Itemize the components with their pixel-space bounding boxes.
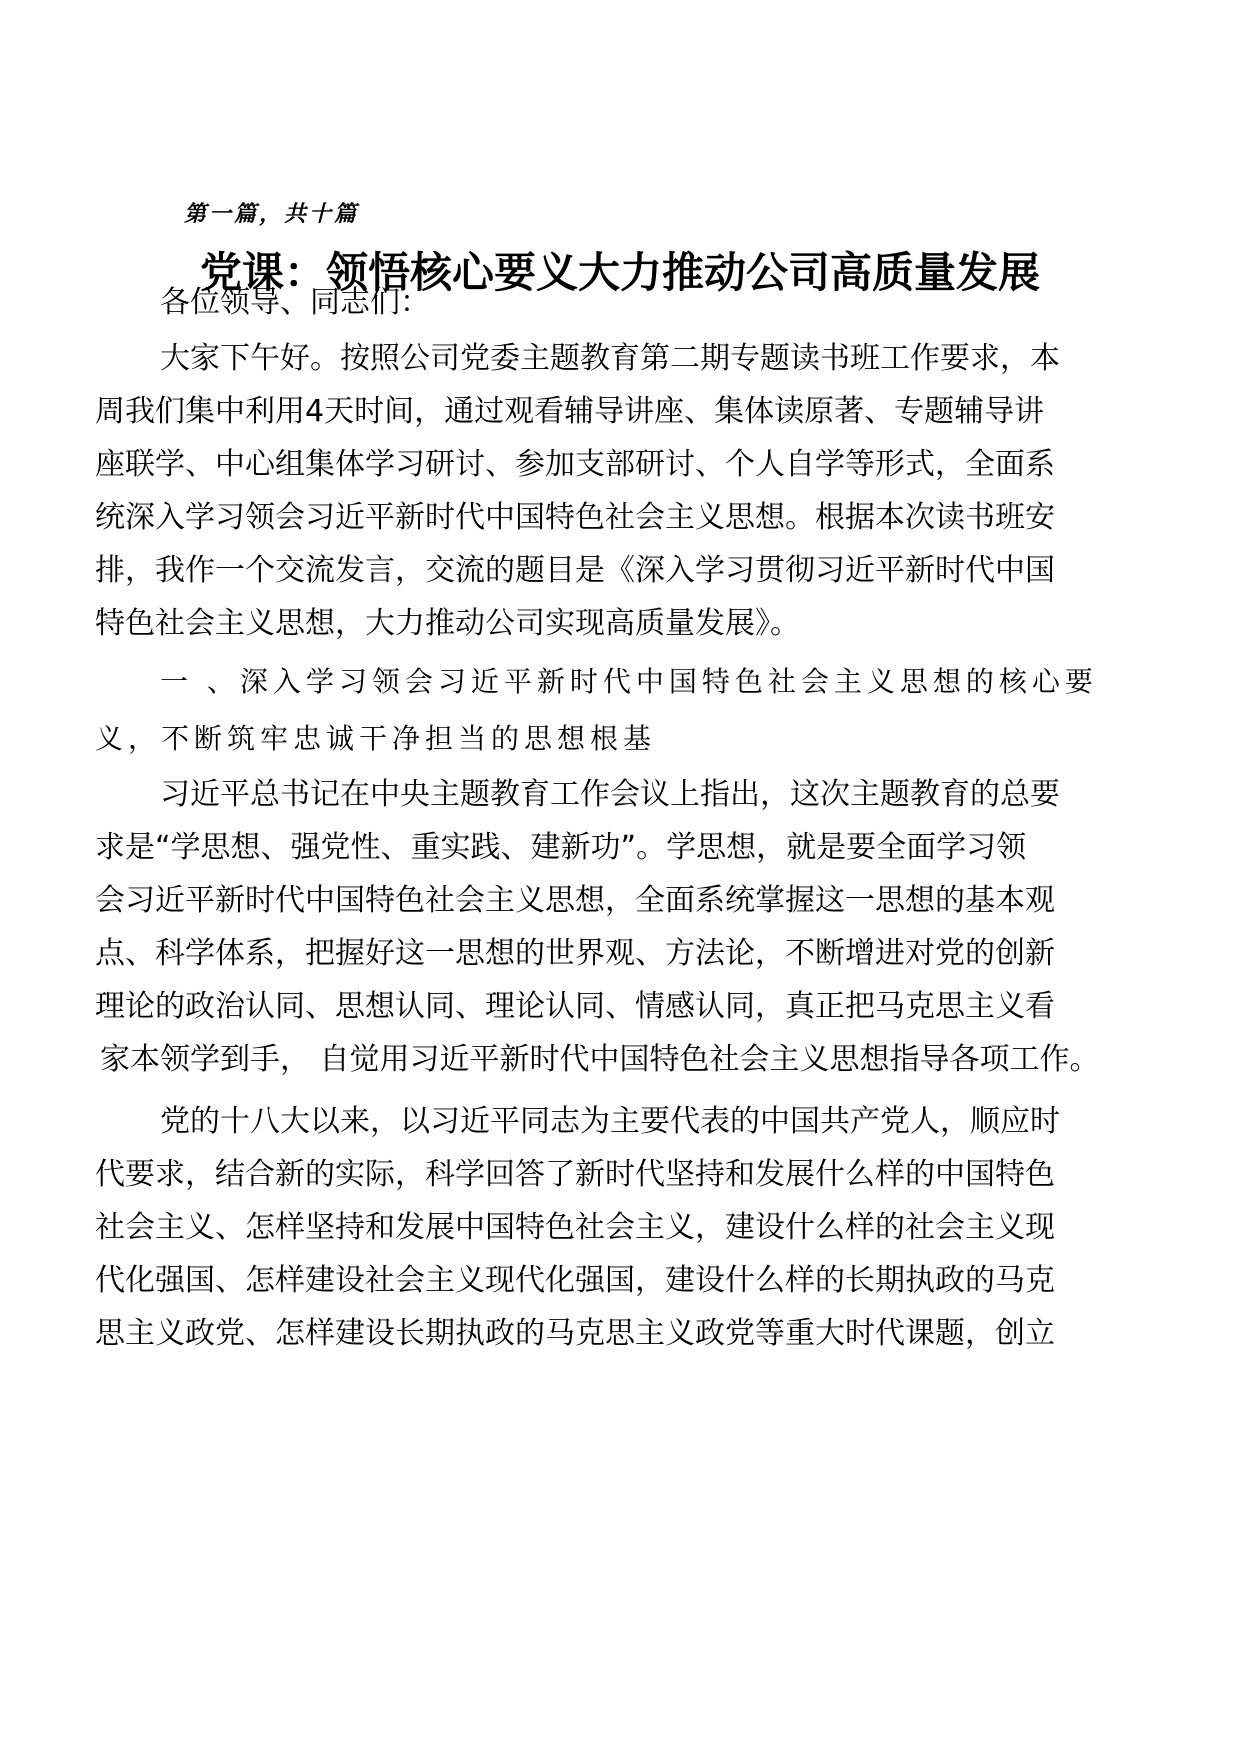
paragraph-line: 大家下午好。按照公司党委主题教育第二期专题读书班工作要求，本 (160, 341, 1060, 376)
paragraph-line: 统深入学习领会习近平新时代中国特色社会主义思想。根据本次读书班安 (95, 500, 1055, 535)
paragraph-line: 座联学、中心组集体学习研讨、参加支部研讨、个人自学等形式，全面系 (95, 447, 1055, 482)
paragraph-line: 习近平总书记在中央主题教育工作会议上指出，这次主题教育的总要 (160, 777, 1060, 812)
document-title: 党课：领悟核心要义大力推动公司高质量发展 (199, 248, 1040, 297)
paragraph-line: 社会主义、怎样坚持和发展中国特色社会主义，建设什么样的社会主义现 (95, 1210, 1055, 1245)
paragraph-line: 点、科学体系，把握好这一思想的世界观、方法论，不断增进对党的创新 (95, 936, 1055, 971)
paragraph-line: 代要求，结合新的实际，科学回答了新时代坚持和发展什么样的中国特色 (95, 1157, 1055, 1192)
paragraph-line: 特色社会主义思想，大力推动公司实现高质量发展》。 (95, 606, 800, 641)
section-heading-line: 义，不断筑牢忠诚干净担当的思想根基 (95, 722, 657, 755)
paragraph-line: 排，我作一个交流发言，交流的题目是《深入学习贯彻习近平新时代中国 (95, 553, 1055, 588)
paragraph-line: 家本领学到手， 自觉用习近平新时代中国特色社会主义思想指导各项工作。 (100, 1042, 1100, 1077)
series-label: 第一篇，共十篇 (184, 201, 360, 227)
paragraph-line: 周我们集中利用4天时间，通过观看辅导讲座、集体读原著、专题辅导讲 (95, 394, 1045, 429)
section-heading-line: 一 、深入学习领会习近平新时代中国特色社会主义思想的核心要 (160, 665, 1098, 698)
paragraph-line: 代化强国、怎样建设社会主义现代化强国，建设什么样的长期执政的马克 (95, 1263, 1055, 1298)
paragraph-line: 思主义政党、怎样建设长期执政的马克思主义政党等重大时代课题，创立 (95, 1316, 1055, 1351)
paragraph-line: 理论的政治认同、思想认同、理论认同、情感认同，真正把马克思主义看 (95, 989, 1055, 1024)
paragraph-line: 党的十八大以来，以习近平同志为主要代表的中国共产党人，顺应时 (160, 1104, 1060, 1139)
paragraph-line: 会习近平新时代中国特色社会主义思想，全面系统掌握这一思想的基本观 (95, 883, 1055, 918)
paragraph-line: 求是“学思想、强党性、重实践、建新功”。学思想，就是要全面学习领 (95, 830, 1027, 865)
salutation: 各位领导、同志们： (160, 285, 430, 320)
